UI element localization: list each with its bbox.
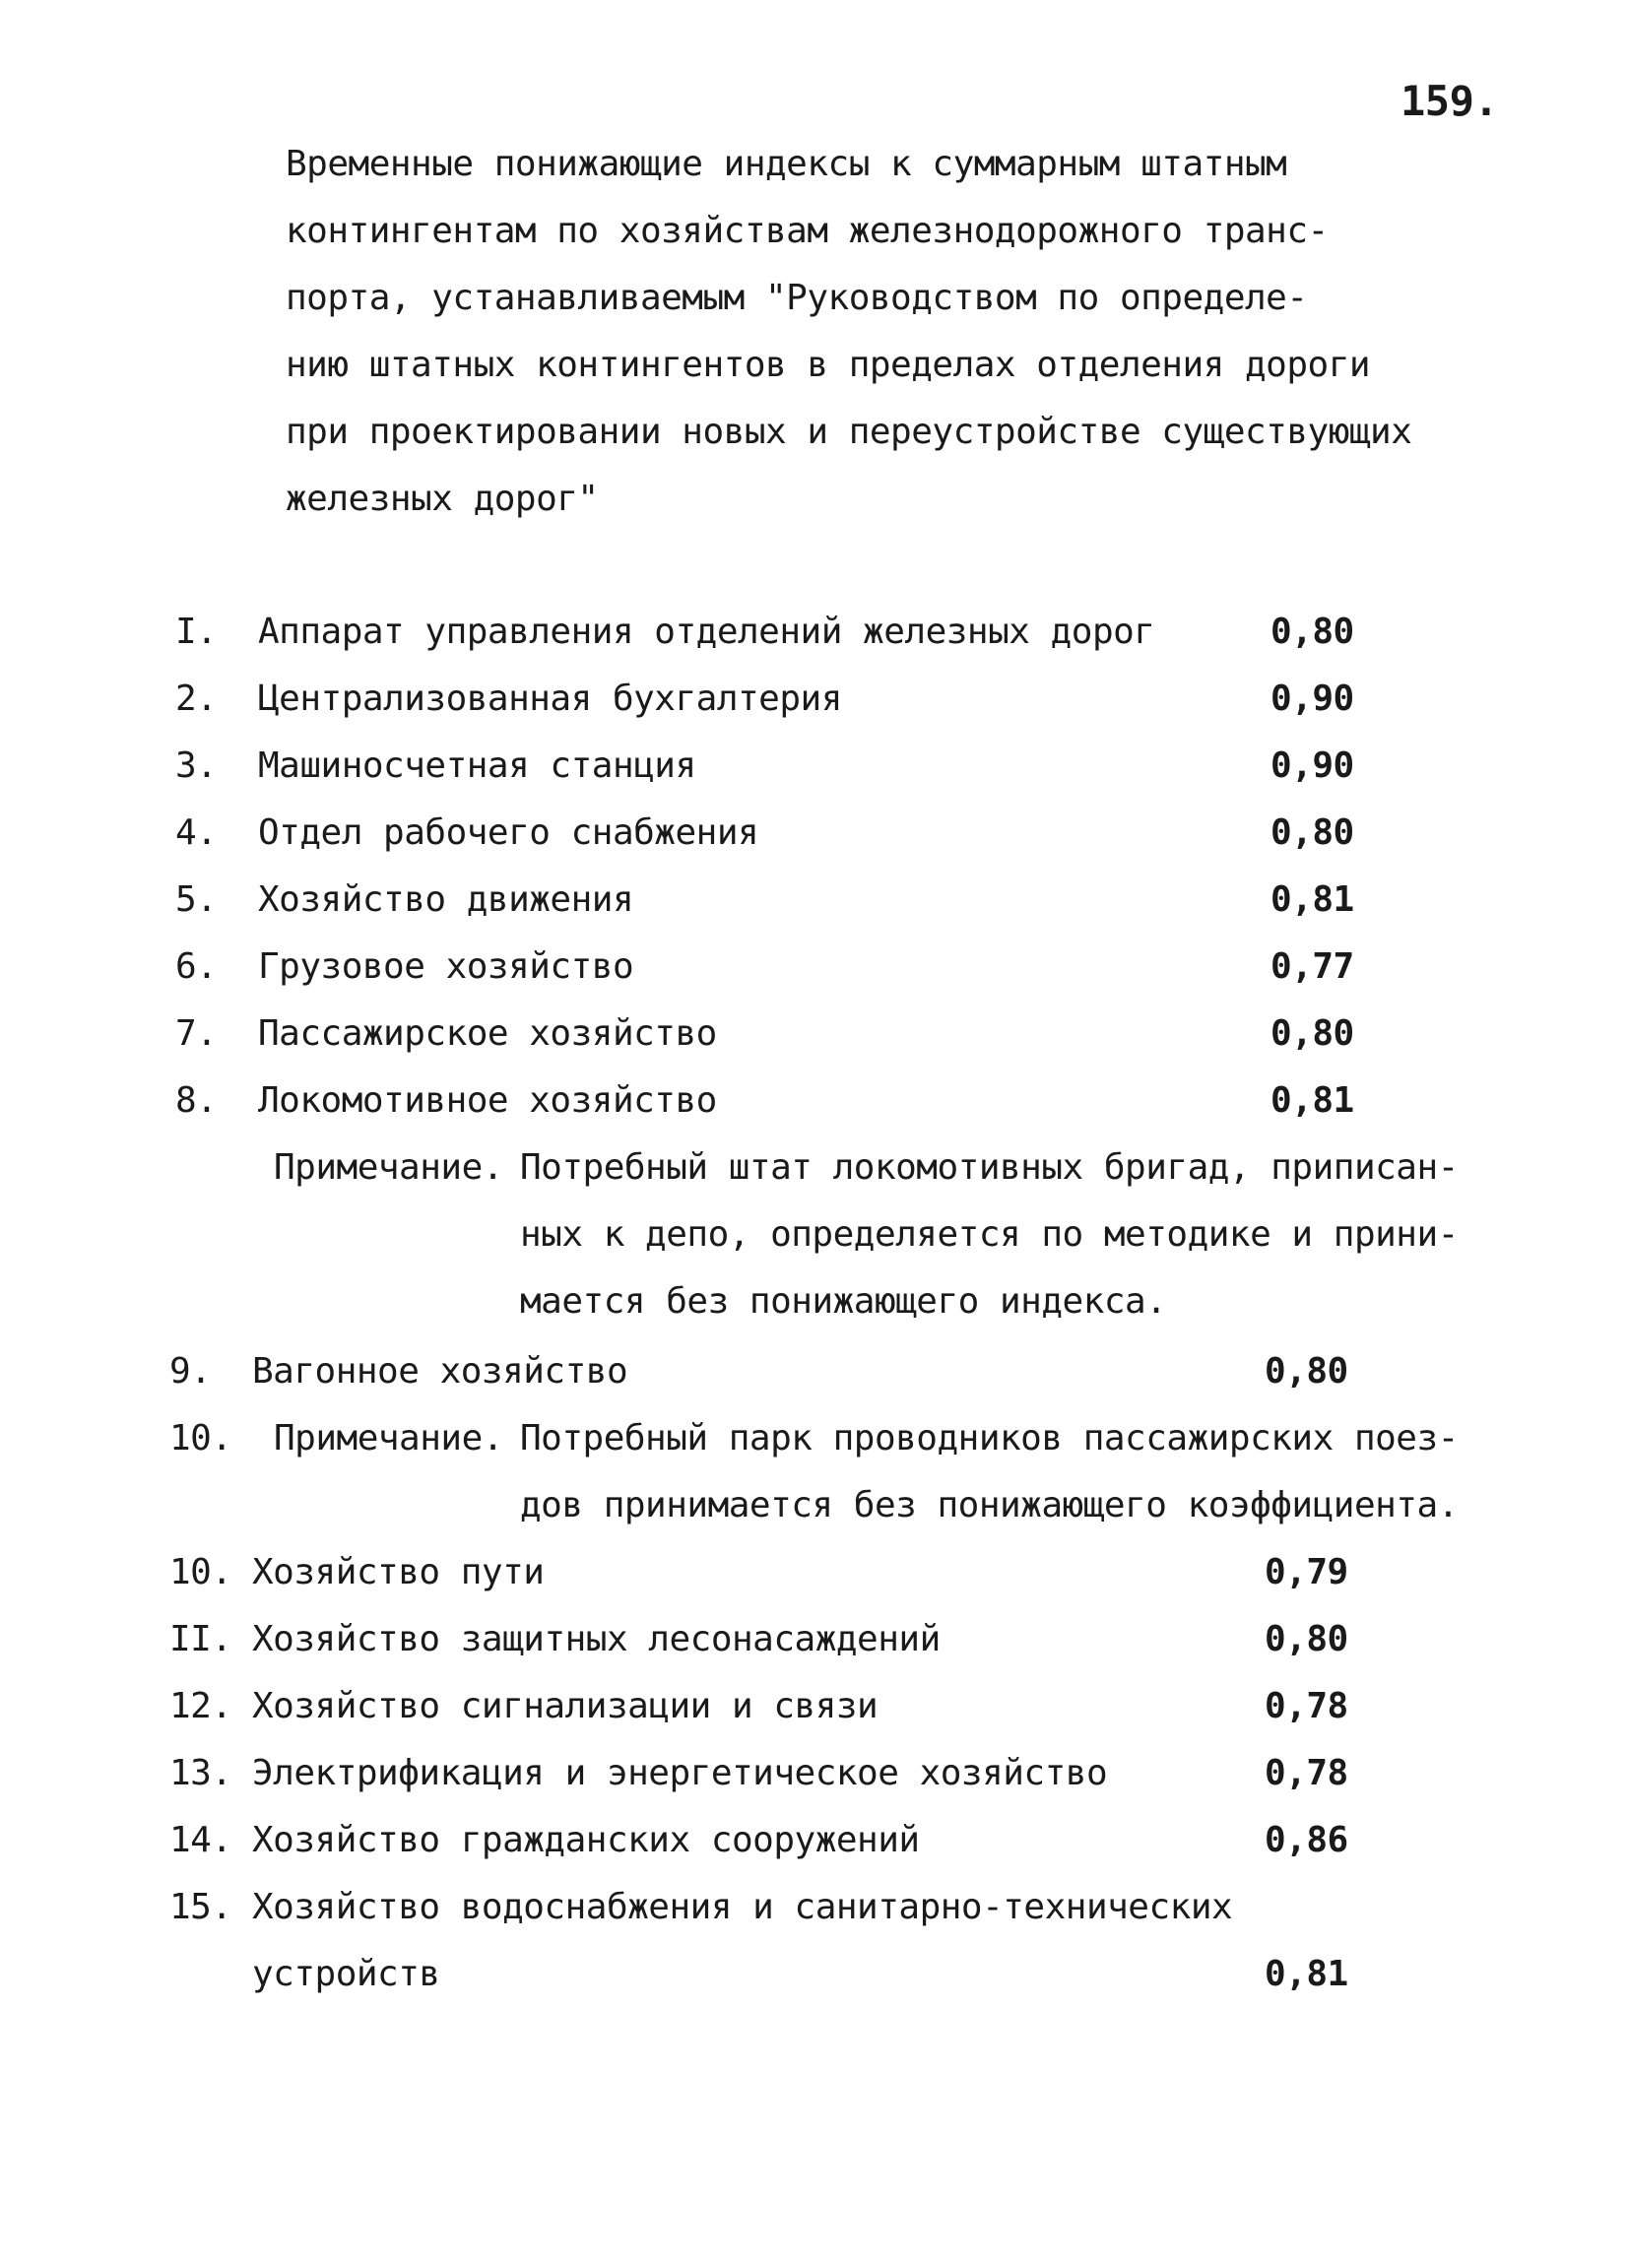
intro-line: железных дорог" <box>286 479 599 519</box>
item-value: 0,81 <box>1270 1080 1354 1121</box>
item-number: 7. <box>175 1013 218 1054</box>
item-label: Отдел рабочего снабжения <box>258 812 759 853</box>
list-item <box>169 1816 1548 1865</box>
item-label: Хозяйство движения <box>258 879 634 920</box>
item-number: 9. <box>169 1351 212 1392</box>
intro-line: при проектировании новых и переустройстве существующих <box>286 412 1412 452</box>
item-value: 0,80 <box>1265 1351 1348 1392</box>
item-number: I. <box>175 612 218 652</box>
intro-line: контингентам по хозяйствам железнодорожного транс- <box>286 211 1329 251</box>
note-label: Примечание. <box>274 1418 503 1458</box>
note-label: Примечание. <box>274 1147 503 1188</box>
item-value: 0,90 <box>1270 679 1354 719</box>
list-item <box>169 1749 1548 1798</box>
page-number: 159. <box>1400 77 1499 125</box>
item-label: Пассажирское хозяйство <box>258 1013 717 1054</box>
item-value: 0,86 <box>1265 1820 1348 1860</box>
item-number: 13. <box>169 1753 232 1793</box>
item-label: Хозяйство пути <box>252 1552 545 1592</box>
list-item <box>175 608 1554 657</box>
list-item <box>169 1883 1548 1932</box>
item-number: 4. <box>175 812 218 853</box>
item-number: 12. <box>169 1686 232 1726</box>
item-value: 0,78 <box>1265 1753 1348 1793</box>
item-label: Аппарат управления отделений железных дорог <box>258 612 1155 652</box>
item-value: 0,78 <box>1265 1686 1348 1726</box>
item-number: 15. <box>169 1887 232 1927</box>
list-item <box>175 875 1554 925</box>
item-label: Хозяйство сигнализации и связи <box>252 1686 879 1726</box>
item-value: 0,80 <box>1265 1619 1348 1659</box>
item-label: Хозяйство гражданских сооружений <box>252 1820 920 1860</box>
item-number: 14. <box>169 1820 232 1860</box>
item-number: 6. <box>175 946 218 987</box>
item-label: Машиносчетная станция <box>258 745 696 786</box>
item-label: Вагонное хозяйство <box>252 1351 628 1392</box>
item-number: 5. <box>175 879 218 920</box>
item-value: 0,81 <box>1265 1954 1348 1994</box>
item-value: 0,80 <box>1270 812 1354 853</box>
item-number: 10. <box>169 1552 232 1592</box>
item-value: 0,79 <box>1265 1552 1348 1592</box>
note-line: ных к депо, определяется по методике и прини- <box>520 1214 1459 1255</box>
list-item <box>169 1682 1548 1731</box>
item-value: 0,80 <box>1270 612 1354 652</box>
list-item <box>175 809 1554 858</box>
list-item <box>175 942 1554 992</box>
note-line: дов принимается без понижающего коэффициента. <box>520 1485 1459 1525</box>
item-value: 0,77 <box>1270 946 1354 987</box>
item-label: Электрификация и энергетическое хозяйство <box>252 1753 1108 1793</box>
list-item <box>169 1615 1548 1664</box>
intro-line: нию штатных контингентов в пределах отделения дороги <box>286 345 1371 385</box>
item-value: 0,81 <box>1270 879 1354 920</box>
item-label: устройств <box>252 1954 440 1994</box>
item-number: 3. <box>175 745 218 786</box>
list-item-continuation <box>169 1950 1548 1999</box>
list-item <box>175 675 1554 724</box>
item-label: Централизованная бухгалтерия <box>258 679 842 719</box>
list-item <box>175 1009 1554 1059</box>
list-item <box>175 1076 1554 1126</box>
intro-line: порта, устанавливаемым "Руководством по определе- <box>286 278 1308 318</box>
item-number: 2. <box>175 679 218 719</box>
item-label: Хозяйство защитных лесонасаждений <box>252 1619 941 1659</box>
list-item <box>175 742 1554 791</box>
note-line: мается без понижающего индекса. <box>520 1281 1167 1322</box>
list-item <box>169 1548 1548 1597</box>
item-value: 0,80 <box>1270 1013 1354 1054</box>
item-number: II. <box>169 1619 232 1659</box>
note-line: Потребный штат локомотивных бригад, приписан- <box>520 1147 1459 1188</box>
note-line: Потребный парк проводников пассажирских поез- <box>520 1418 1459 1458</box>
item-value: 0,90 <box>1270 745 1354 786</box>
item-label: Хозяйство водоснабжения и санитарно-технических <box>252 1887 1233 1927</box>
item-label: Грузовое хозяйство <box>258 946 634 987</box>
list-item <box>169 1347 1548 1396</box>
item-label: Локомотивное хозяйство <box>258 1080 717 1121</box>
item-number: 8. <box>175 1080 218 1121</box>
intro-line: Временные понижающие индексы к суммарным штатным <box>286 144 1287 184</box>
note-number: 10. <box>169 1418 232 1458</box>
